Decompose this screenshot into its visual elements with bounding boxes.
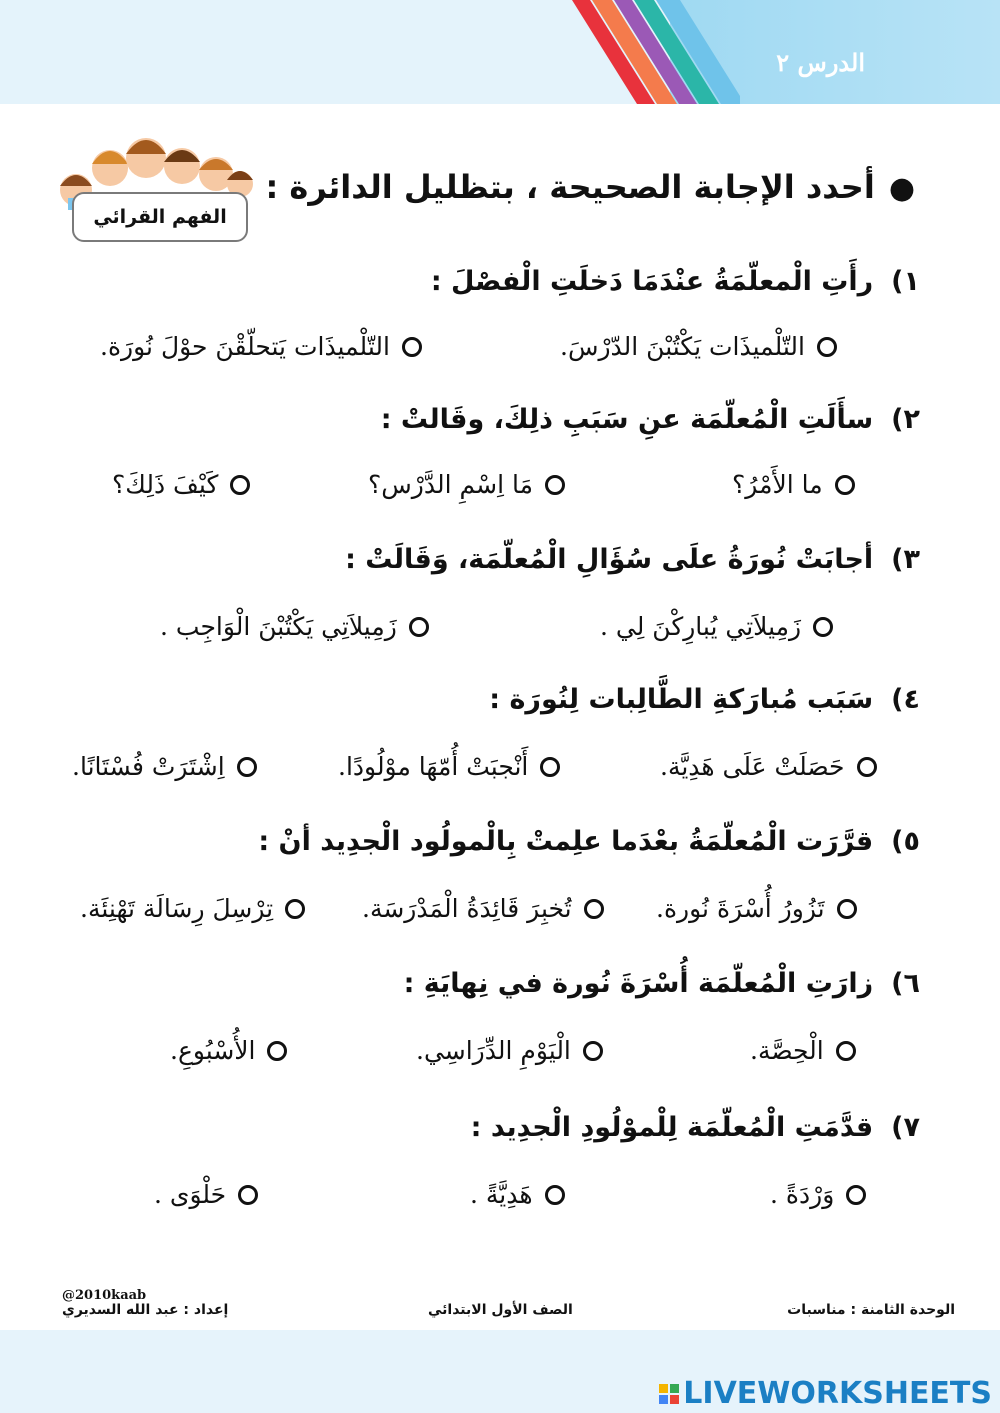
lesson-title: الدرس ٢ (776, 48, 865, 77)
liveworksheets-mark-icon (659, 1384, 679, 1404)
decorative-stripes (560, 0, 740, 104)
option-label: الْحِصَّة. (750, 1036, 824, 1065)
question-5 (60, 826, 920, 857)
answer-option[interactable] (560, 332, 837, 361)
radio-circle-icon[interactable] (583, 1041, 603, 1061)
radio-circle-icon[interactable] (846, 1185, 866, 1205)
answer-option[interactable] (112, 470, 250, 499)
option-label: زَمِيلاَتِي يَكْتُبْنَ الْوَاجِب . (160, 612, 397, 641)
question-5-options (70, 894, 890, 934)
answer-option[interactable] (154, 1180, 258, 1209)
answer-option[interactable] (160, 612, 429, 641)
question-text: قدَّمَتِ الْمُعلّمَة لِلْموْلُودِ الْجدِيد : (470, 1112, 874, 1143)
radio-circle-icon[interactable] (837, 899, 857, 919)
question-7-options (70, 1180, 890, 1220)
footer-author: إعداد : عبد الله السديري (62, 1302, 229, 1318)
radio-circle-icon[interactable] (836, 1041, 856, 1061)
option-label: حَلْوَى . (154, 1180, 227, 1209)
option-label: التّلْميذَات يَكْتُبْنَ الدّرْسَ. (560, 332, 805, 361)
radio-circle-icon[interactable] (545, 475, 565, 495)
footer-grade: الصف الأول الابتدائي (428, 1302, 573, 1318)
question-text: أجابَتْ نُورَةُ علَى سُؤَالِ الْمُعلّمَة، وَقَالَتْ : (345, 544, 874, 575)
question-number: ٣) (891, 544, 920, 575)
radio-circle-icon[interactable] (238, 1185, 258, 1205)
answer-option[interactable] (100, 332, 422, 361)
question-6-options (70, 1036, 890, 1076)
option-label: وَرْدَةً . (770, 1180, 835, 1209)
question-4-options (70, 752, 890, 792)
footer-handle: @2010kaab (62, 1288, 147, 1303)
radio-circle-icon[interactable] (857, 757, 877, 777)
question-2-options (70, 470, 890, 510)
option-label: اِشْتَرَتْ فُسْتَانًا. (72, 752, 225, 781)
question-number: ٦) (891, 968, 920, 999)
answer-option[interactable] (170, 1036, 287, 1065)
option-label: كَيْفَ ذَلِكَ؟ (112, 470, 219, 499)
question-number: ١) (891, 266, 920, 297)
question-number: ٥) (891, 826, 920, 857)
option-label: تَزُورُ أُسْرَةَ نُورة. (656, 894, 825, 923)
question-2 (60, 404, 920, 435)
radio-circle-icon[interactable] (230, 475, 250, 495)
option-label: الْيَوْمِ الدِّرَاسِي. (416, 1036, 571, 1065)
question-text: زارَتِ الْمُعلّمَة أُسْرَةَ نُورة في نِهايَةِ : (403, 968, 874, 999)
option-label: أَنْجبَتْ أُمّهَا موْلُودًا. (338, 752, 529, 781)
radio-circle-icon[interactable] (540, 757, 560, 777)
question-number: ٢) (891, 404, 920, 435)
option-label: هَدِيَّةً . (470, 1180, 533, 1209)
brand-text: LIVEWORKSHEETS (683, 1376, 992, 1411)
question-text: رأَتِ الْمعلّمَةُ عنْدَمَا دَخلَتِ الْفصْلَ : (430, 266, 874, 297)
instruction-text: أحدد الإجابة الصحيحة ، بتظليل الدائرة : (265, 168, 875, 206)
question-text: سَبَب مُبارَكةِ الطَّالِبات لِنُورَة : (489, 684, 874, 715)
question-7 (60, 1112, 920, 1143)
question-number: ٧) (891, 1112, 920, 1143)
instruction-heading (265, 168, 915, 206)
radio-circle-icon[interactable] (409, 617, 429, 637)
option-label: زَمِيلاَتِي يُبارِكْنَ لِي . (600, 612, 802, 641)
radio-circle-icon[interactable] (835, 475, 855, 495)
answer-option[interactable] (72, 752, 257, 781)
question-text: قرَّرَت الْمُعلّمَةُ بعْدَما علِمتْ بِالْمولُود الْجدِيد أنْ : (258, 826, 874, 857)
option-label: الأُسْبُوعِ. (170, 1036, 256, 1065)
answer-option[interactable] (338, 752, 560, 781)
radio-circle-icon[interactable] (817, 337, 837, 357)
option-label: التّلْميذَات يَتحلّقْنَ حوْلَ نُورَة. (100, 332, 390, 361)
answer-option[interactable] (470, 1180, 565, 1209)
radio-circle-icon[interactable] (584, 899, 604, 919)
option-label: حَصَلَتْ عَلَى هَدِيَّة. (660, 752, 845, 781)
radio-circle-icon[interactable] (402, 337, 422, 357)
liveworksheets-logo[interactable] (659, 1376, 992, 1411)
radio-circle-icon[interactable] (285, 899, 305, 919)
question-3-options (70, 612, 890, 652)
radio-circle-icon[interactable] (267, 1041, 287, 1061)
answer-option[interactable] (416, 1036, 603, 1065)
question-6 (60, 968, 920, 999)
answer-option[interactable] (656, 894, 857, 923)
question-text: سأَلَتِ الْمُعلّمَة عنِ سَبَبِ ذلِكَ، وقَالتْ : (380, 404, 874, 435)
question-4 (60, 684, 920, 715)
bullet-icon: ● (888, 171, 915, 206)
question-1-options (70, 332, 890, 372)
footer-unit: الوحدة الثامنة : مناسبات (787, 1302, 955, 1318)
question-3 (60, 544, 920, 575)
answer-option[interactable] (80, 894, 305, 923)
radio-circle-icon[interactable] (237, 757, 257, 777)
radio-circle-icon[interactable] (813, 617, 833, 637)
answer-option[interactable] (732, 470, 855, 499)
option-label: مَا اِسْمِ الدَّرْس؟ (368, 470, 533, 499)
question-number: ٤) (891, 684, 920, 715)
answer-option[interactable] (362, 894, 604, 923)
option-label: تُخبِرَ قَائِدَةُ الْمَدْرَسَة. (362, 894, 572, 923)
radio-circle-icon[interactable] (545, 1185, 565, 1205)
answer-option[interactable] (750, 1036, 856, 1065)
answer-option[interactable] (600, 612, 833, 641)
answer-option[interactable] (770, 1180, 866, 1209)
reading-comprehension-badge: الفهم القرائي (72, 192, 248, 242)
answer-option[interactable] (368, 470, 565, 499)
answer-option[interactable] (660, 752, 877, 781)
option-label: ما الأَمْرُ؟ (732, 470, 823, 499)
question-1 (60, 266, 920, 297)
option-label: تِرْسِلَ رِسَالَة تَهْنِئَة. (80, 894, 274, 923)
